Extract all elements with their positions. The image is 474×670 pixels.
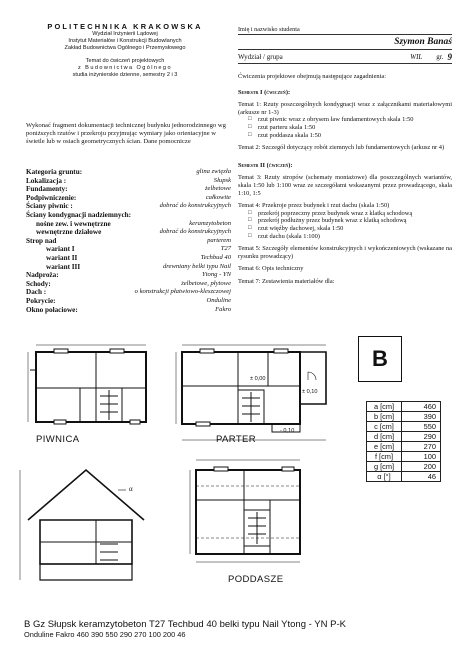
spec-key: Ściany piwnic : [26, 202, 73, 211]
spec-key: Fundamenty: [26, 185, 68, 194]
group-value: WIL [410, 52, 423, 61]
topic-line: Temat do ćwiczeń projektowych [85, 58, 165, 64]
spec-value: o konstrukcji płatwiowo-kleszczowej [134, 288, 231, 296]
spec-key: Lokalizacja : [26, 176, 67, 185]
spec-key: Ściany kondygnacji nadziemnych: [26, 210, 132, 219]
variant-box: B [358, 336, 402, 382]
section-drawing [20, 470, 144, 580]
footer-line-2: Onduline Fakro 460 390 550 290 270 100 200 46 [24, 630, 186, 639]
spec-key: nośne zew. i wewnętrzne [36, 219, 111, 228]
gr-value: 9 [447, 51, 452, 62]
theme-list-item: □ rzut parteru skala 1:50 [258, 124, 452, 132]
spec-key: Strop nad [26, 236, 57, 245]
dimension-key: g [cm] [367, 462, 402, 472]
name-label: Imię i nazwisko studenta [238, 26, 452, 35]
dimension-value: 200 [402, 462, 441, 472]
theme-6: Temat 6: Opis techniczny [238, 265, 304, 273]
dimension-key: d [cm] [367, 432, 402, 442]
dimension-key: b [cm] [367, 412, 402, 422]
university-name: POLITECHNIKA KRAKOWSKA [47, 22, 203, 31]
spec-value: T27 [220, 245, 231, 253]
spec-value: Ytong - YN [202, 271, 231, 279]
spec-value: Fakro [215, 305, 231, 313]
attic-plan [190, 460, 300, 562]
spec-value: żelbetowe, płytowe [181, 279, 231, 287]
student-name: Szymon Banaś [238, 35, 452, 50]
dimension-key: c [cm] [367, 422, 402, 432]
level-plus: ± 0,10 [302, 389, 318, 395]
institute: Instytut Materiałów i Konstrukcji Budowlanych [68, 38, 182, 44]
spec-key: wariant II [46, 253, 78, 262]
spec-value: drewniany belki typu Nail [162, 262, 231, 270]
ground-floor-label: PARTER [216, 434, 257, 445]
basement-label: PIWNICA [36, 434, 80, 445]
spec-value: Techbud 40 [200, 253, 231, 261]
dimension-key: α [°] [367, 472, 402, 482]
level-zero: ± 0,00 [250, 376, 266, 382]
spec-key: Pokrycie: [26, 296, 56, 305]
dimension-value: 290 [402, 432, 441, 442]
spec-key: wewnętrzne działowe [36, 228, 102, 237]
dimension-key: e [cm] [367, 442, 402, 452]
dimension-value: 46 [402, 472, 441, 482]
spec-key: wariant III [46, 262, 81, 271]
theme-1-text: Temat 1: Rzuty poszczególnych kondygnacji wraz z załącznikami materiałowymi (arkusze nr 1-3) [238, 101, 452, 116]
dimension-key: f [cm] [367, 452, 402, 462]
themes-intro: Ćwiczenia projektowe obejmują następujące zagadnienia: [238, 73, 386, 80]
topic: z Budownictwa Ogólnego [78, 65, 172, 71]
sem1-heading: Semestr I (ćwiczeń): [238, 88, 291, 96]
theme-2: Temat 2: Szczegół dotyczący robót ziemnych lub fundamentowych (arkusz nr 4) [238, 144, 445, 152]
theme-4-text: Temat 4: Przekroje przez budynek i rzut dachu (skala 1:50) [238, 202, 390, 210]
sem2-heading: Semestr II (ćwiczeń): [238, 161, 293, 169]
spec-value: glina zwięzła [196, 168, 231, 175]
spec-key: Okno połaciowe: [26, 305, 78, 314]
spec-value: żelbetowe [204, 185, 231, 193]
spec-key: Podpiwniczenie: [26, 193, 77, 202]
dimension-key: a [cm] [367, 402, 402, 412]
dimension-value: 100 [402, 452, 441, 462]
intro-text: Wykonać fragment dokumentacji technicznej budynku jednorodzinnego wg poniższych rzutów i przekroju przyjmując wymiary jako orientacyjne w świetle lub w osiach geometrycznych ścian. Dane pomocnicze [26, 122, 226, 145]
theme-list-item: □ przekrój poprzeczny przez budynek wraz z klatką schodową [258, 210, 452, 218]
spec-key: Nadproża: [26, 271, 59, 280]
spec-key: wariant I [46, 245, 75, 254]
spec-value: dobrać do konstrukcyjnych [159, 228, 231, 236]
unit: Zakład Budownictwa Ogólnego i Przemysłowego [64, 45, 186, 51]
dimension-value: 270 [402, 442, 441, 452]
dimension-value: 460 [402, 402, 441, 412]
level-minus: - 0,10 [280, 428, 295, 434]
spec-value: dobrać do konstrukcyjnych [159, 202, 231, 210]
spec-value: keramzytobeton [189, 219, 231, 227]
spec-value: Onduline [206, 296, 231, 304]
dimension-value: 390 [402, 412, 441, 422]
theme-list-item: □ przekrój podłużny przez budynek wraz z klatką schodową [258, 217, 452, 225]
spec-value: parterem [207, 236, 231, 244]
footer-line-1: B Gz Słupsk keramzytobeton T27 Techbud 40 belki typu Nail Ytong - YN P-K [24, 619, 346, 630]
theme-list-item: □ rzut piwnic wraz z obrysem ław fundamentowych skala 1:50 [258, 116, 452, 124]
theme-5: Temat 5: Szczegóły elementów konstrukcyjnych i wykończeniowych (wskazane na rysunku prowadzący) [238, 245, 452, 260]
spec-value: Słupsk [213, 176, 231, 184]
theme-7: Temat 7: Zestawienia materiałów dla: [238, 277, 335, 285]
theme-3: Temat 3: Rzuty stropów (schematy montażowe) dla poszczególnych wariantów, skala 1:50 lub 1:100 wraz ze szczegółami wskazanymi przez prowadzącego, skala 1:10, 1:5 [238, 174, 452, 197]
angle-label: α [129, 485, 133, 493]
studies: studia inżynierskie dzienne, semestry 2 i 3 [72, 72, 178, 78]
gr-label: gr. [436, 52, 444, 61]
dimension-value: 550 [402, 422, 441, 432]
spec-key: Schody: [26, 279, 51, 288]
basement-plan [28, 345, 146, 424]
theme-list-item: □ rzut dachu (skala 1:100) [258, 233, 452, 241]
spec-key: Dach : [26, 288, 47, 297]
department: Wydział Inżynierii Lądowej [92, 31, 158, 37]
spec-key: Kategoria gruntu: [26, 168, 83, 176]
spec-value: całkowite [205, 193, 231, 201]
attic-label: PODDASZE [228, 574, 284, 585]
group-label: Wydział / grupa [238, 52, 283, 61]
theme-list-item: □ rzut poddasza skala 1:50 [258, 132, 452, 140]
theme-list-item: □ rzut więźby dachowej, skala 1:50 [258, 225, 452, 233]
